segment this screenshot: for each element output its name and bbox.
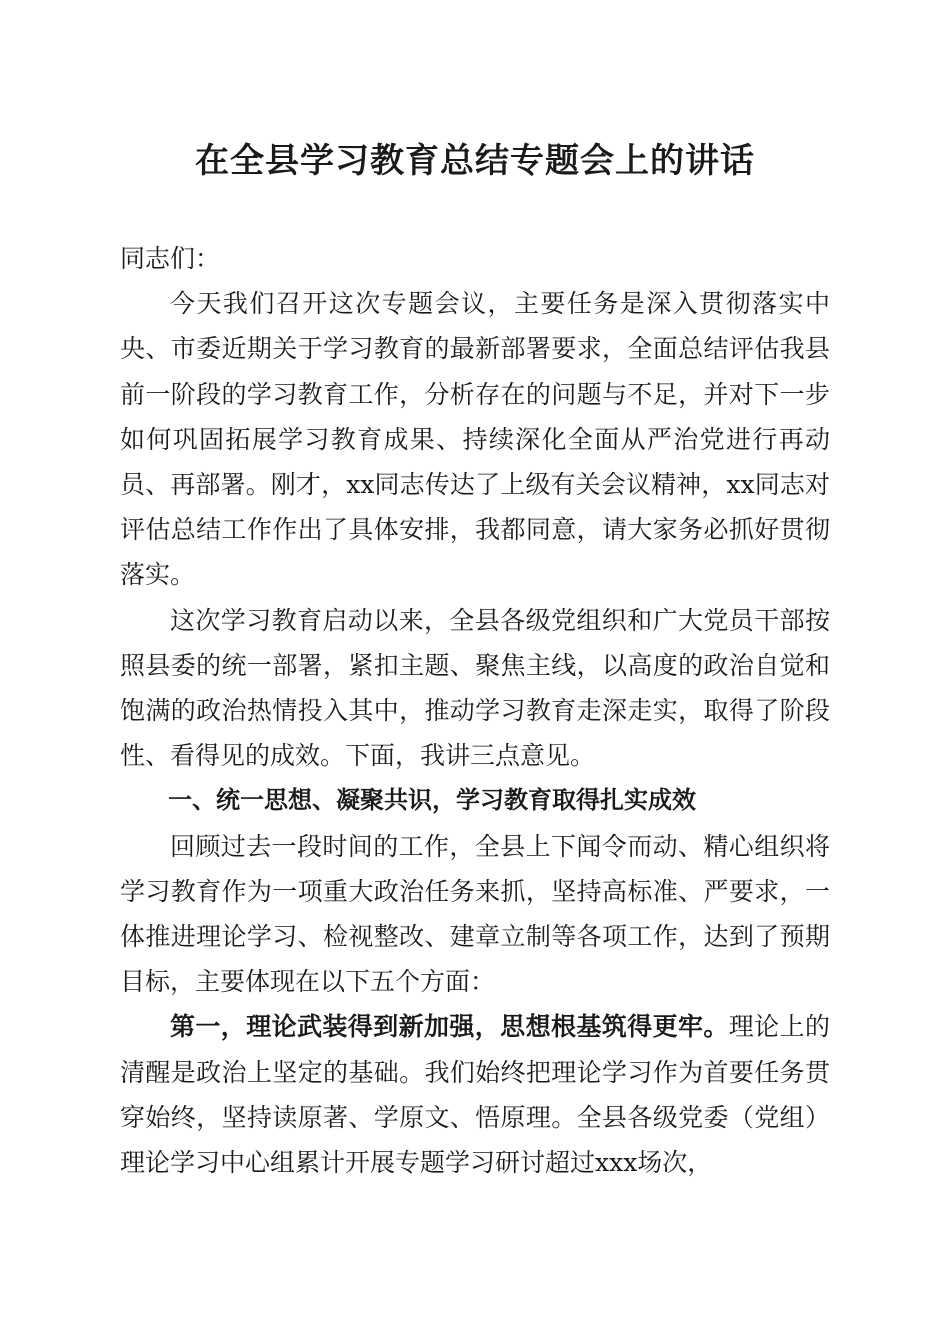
point1-lead: 第一，理论武装得到新加强，思想根基筑得更牢。	[170, 1012, 729, 1042]
point1-text: 理论上的清醒是政治上坚定的基础。我们始终把理论学习作为首要任务贯穿始终，坚持读原著、学原文、悟原理。全县各级党委（党组）理论学习中心组累计开展专题学习研讨超过xxx场次，	[120, 1012, 830, 1178]
paragraph-point1	[120, 1004, 830, 1185]
section-heading-1: 一、统一思想、凝聚共识，学习教育取得扎实成效	[168, 786, 696, 815]
paragraph-overview: 这次学习教育启动以来，全县各级党组织和广大党员干部按照县委的统一部署，紧扣主题、聚焦主线，以高度的政治自觉和饱满的政治热情投入其中，推动学习教育走深走实，取得了阶段性、看得见的成效。下面，我讲三点意见。	[120, 605, 830, 771]
document-title: 在全县学习教育总结专题会上的讲话	[195, 141, 755, 181]
paragraph-section1: 回顾过去一段时间的工作，全县上下闻令而动、精心组织将学习教育作为一项重大政治任务来抓，坚持高标准、严要求，一体推进理论学习、检视整改、建章立制等各项工作，达到了预期目标，主要体现在以下五个方面：	[120, 831, 830, 997]
document-body	[120, 236, 830, 1185]
paragraph-opening: 今天我们召开这次专题会议，主要任务是深入贯彻落实中央、市委近期关于学习教育的最新部署要求，全面总结评估我县前一阶段的学习教育工作，分析存在的问题与不足，并对下一步如何巩固拓展学习教育成果、持续深化全面从严治党进行再动员、再部署。刚才，xx同志传达了上级有关会议精神，xx同志对评估总结工作作出了具体安排，我都同意，请大家务必抓好贯彻落实。	[120, 289, 830, 590]
salutation: 同志们：	[120, 244, 221, 273]
